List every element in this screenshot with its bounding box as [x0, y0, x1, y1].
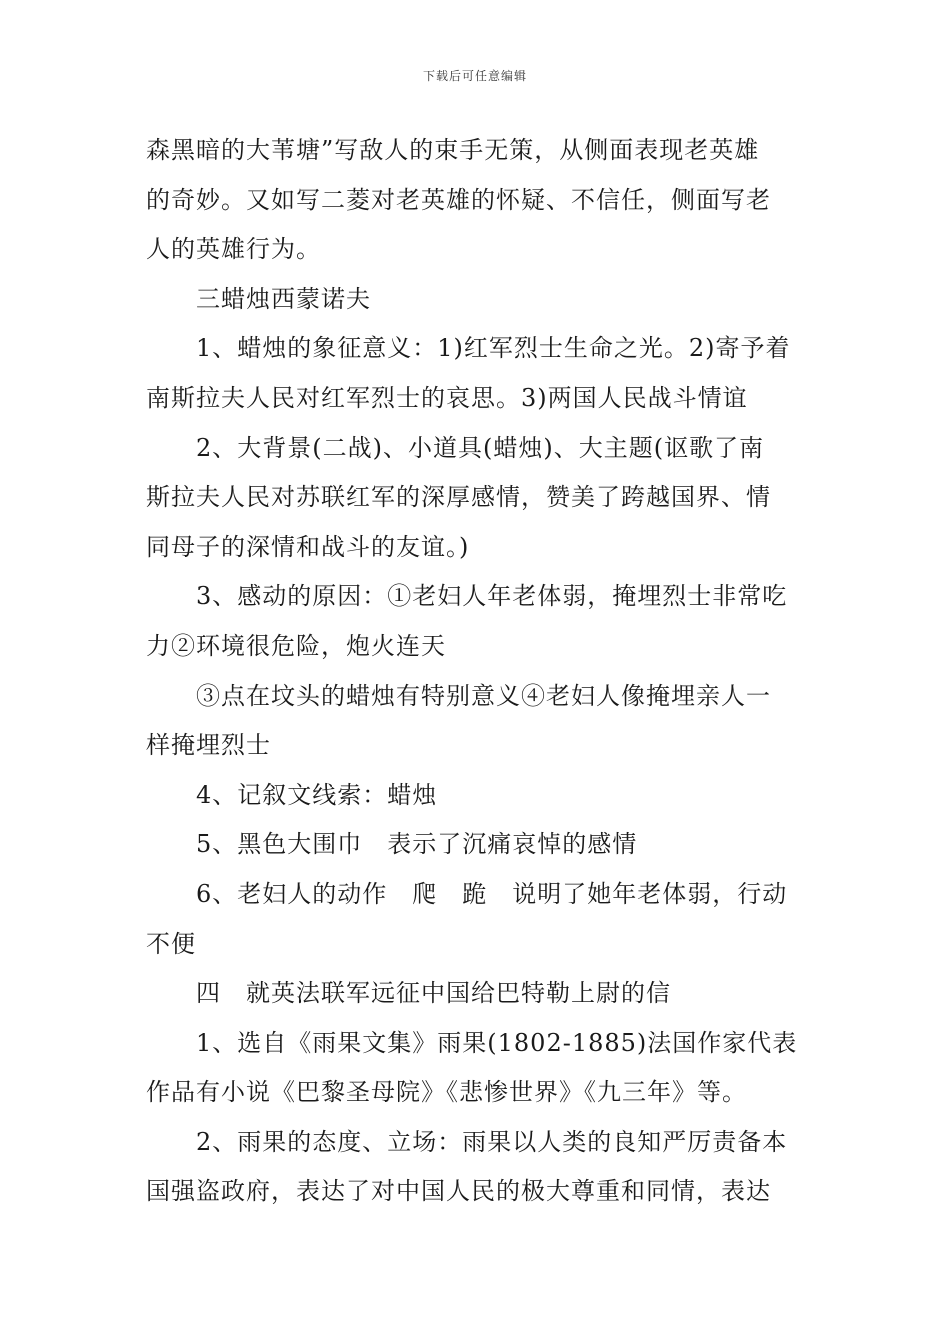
text-line: 5、黑色大围巾 表示了沉痛哀悼的感情 [196, 830, 638, 859]
text-line: 6、老妇人的动作 爬 跪 说明了她年老体弱，行动 [196, 879, 788, 908]
text-line: 3、感动的原因：①老妇人年老体弱，掩埋烈士非常吃 [196, 582, 788, 611]
text-line: 国强盗政府，表达了对中国人民的极大尊重和同情，表达 [146, 1177, 771, 1206]
text-line: 4、记叙文线索：蜡烛 [196, 780, 438, 809]
text-line: 1、蜡烛的象征意义：1)红军烈士生命之光。2)寄予着 [196, 334, 791, 363]
section-heading: 三蜡烛西蒙诺夫 [196, 284, 371, 313]
text-line: 斯拉夫人民对苏联红军的深厚感情，赞美了跨越国界、情 [146, 483, 771, 512]
text-line: 1、选自《雨果文集》雨果(1802-1885)法国作家代表 [196, 1028, 798, 1057]
text-line: 样掩埋烈士 [146, 731, 271, 760]
text-line: 不便 [146, 929, 196, 958]
text-line: 作品有小说《巴黎圣母院》《悲惨世界》《九三年》等。 [146, 1078, 747, 1107]
page-header: 下载后可任意编辑 [422, 69, 527, 83]
text-line: 人的英雄行为。 [146, 235, 321, 264]
text-line: 同母子的深情和战斗的友谊。) [146, 532, 470, 561]
text-line: 2、大背景(二战)、小道具(蜡烛)、大主题(讴歌了南 [196, 433, 765, 462]
text-line: 森黑暗的大苇塘”写敌人的束手无策，从侧面表现老英雄 [146, 136, 760, 164]
text-line: 的奇妙。又如写二菱对老英雄的怀疑、不信任，侧面写老 [146, 185, 771, 214]
text-line: 南斯拉夫人民对红军烈士的哀思。3)两国人民战斗情谊 [146, 383, 748, 412]
text-line: 力②环境很危险，炮火连天 [146, 631, 446, 660]
section-heading: 四 就英法联军远征中国给巴特勒上尉的信 [196, 979, 671, 1008]
text-line: 2、雨果的态度、立场：雨果以人类的良知严厉责备本 [196, 1127, 788, 1156]
document-body [146, 126, 814, 1217]
text-line: ③点在坟头的蜡烛有特别意义④老妇人像掩埋亲人一 [196, 681, 771, 710]
